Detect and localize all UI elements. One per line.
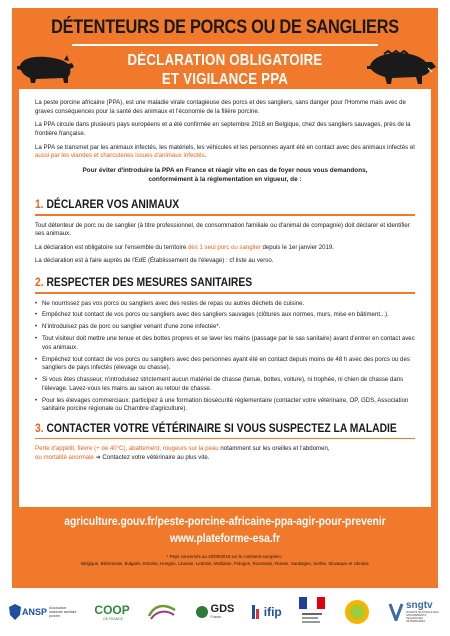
section-3-heading: CONTACTER VOTRE VÉTÉRINAIRE SI VOUS SUSPECTEZ LA MALADIE	[43, 420, 397, 435]
sngtv-logo	[388, 595, 442, 629]
content-panel	[19, 89, 431, 507]
s1-p2-end: depuis le 1er janvier 2019.	[260, 243, 334, 251]
list-item: • Ne nourrissez pas vos porcs ou sangliers avec des restes de repas ou autres déchets de cuisine.	[35, 300, 415, 309]
poster-title: DÉTENTEURS DE PORCS OU DE SANGLIERS	[51, 17, 399, 38]
intro-p3-highlight: aussi par les viandes et charcuteries issues d'animaux infectés	[35, 152, 205, 160]
lead-line-1: Pour éviter d'introduire la PPA en France et réagir vite en cas de foyer nous vous demandons,	[82, 166, 368, 174]
section-1-paragraph-2	[35, 244, 415, 253]
intro-paragraph-2: La PPA circule dans plusieurs pays européens et a été confirmée en septembre 2018 en Belgique, chez des sangliers sauvages, près de la frontière française.	[35, 121, 411, 137]
section-3-divider	[35, 438, 415, 440]
list-item: • Tout visiteur doit mettre une tenue et des bottes propres et se laver les mains (passage par le sas sanitaire) avant d'entrer en contact avec vos animaux.	[35, 335, 415, 352]
coop-logo-text: COOP	[94, 602, 130, 617]
gds-icon	[195, 605, 209, 619]
swirl-logo	[147, 595, 177, 629]
section-1-paragraph-1: Tout détenteur de porc ou de sanglier (à titre professionnel, de consommation familiale ou d'animal de compagnie) doit déclarer et identifier ses animaux.	[35, 221, 410, 238]
swirl-icon	[147, 602, 177, 622]
title-divider	[72, 44, 378, 46]
subtitle-line2: ET VIGILANCE PPA	[161, 71, 289, 88]
ministry-logo	[299, 595, 325, 629]
intro-paragraph-1: La peste porcine africaine (PPA), est une maladie virale contagieuse des porcs et des sangliers, sans danger pour l'Homme mais avec de graves conséquences pour la santé des animaux et l'économie de la filière porcine.	[35, 99, 406, 115]
ministry-link[interactable]: agriculture.gouv.fr/peste-porcine-africaine-ppa-agir-pour-prevenir	[64, 514, 386, 528]
partner-logos	[8, 592, 442, 632]
ifip-logo-text: ifip	[263, 605, 282, 619]
ifip-logo	[252, 595, 282, 629]
gds-logo-text: GDS	[210, 603, 235, 616]
french-republic-icon	[299, 597, 325, 627]
intro-p3-end: .	[204, 152, 207, 160]
gds-logo-texts	[211, 604, 235, 619]
lead-line-2: conformément à la réglementation en vigueur, de :	[148, 175, 302, 183]
pig-icon	[14, 52, 76, 86]
sngtv-logo-subtext: SOCIÉTÉ NATIONALE DES GROUPEMENTS TECHNIQUES VÉTÉRINAIRES	[405, 610, 439, 624]
section-2-title	[35, 274, 362, 291]
sngtv-logo-texts	[406, 601, 442, 623]
list-item: • Si vous êtes chasseur, n'introduisez strictement aucun matériel de chasse (tenue, bottes, voiture), ni trophée, ni chien de chasse dans l'élevage. Lavez-vous les mains au savon au retour de chasse.	[35, 376, 415, 393]
esa-platform-link[interactable]: www.plateforme-esa.fr	[169, 531, 281, 545]
links-block	[12, 514, 438, 545]
section-1-paragraph-3: La déclaration est à faire auprès de l'EdE (Établissement de l'élevage) : cf liste au verso.	[35, 257, 274, 265]
s1-p2-highlight: dès 1 seul porc ou sanglier	[187, 243, 261, 251]
coop-logo	[94, 595, 129, 629]
gds-logo-subtext: France	[210, 615, 222, 620]
footnote-line-1: * Pays concernés au 10/09/2019 sur le continent européen :	[166, 554, 284, 559]
section-2-divider	[35, 292, 415, 294]
mortality-highlight: ou mortalité anormale	[35, 454, 94, 461]
regional-logo	[343, 595, 371, 629]
anses-logo-text: ANSP	[22, 607, 48, 617]
section-3-text	[35, 445, 415, 462]
footnote-line-2: Belgique, Biélorussie, Bulgarie, Estonie, Hongrie, Lituanie, Lettonie, Moldavie, Pologne, Roumanie, Russie, Sardaigne, Serbie, Slovaquie et Ukraine	[81, 560, 369, 566]
lead-statement	[35, 166, 415, 184]
regional-circle-icon	[343, 598, 371, 626]
list-item: • Empêchez tout contact de vos porcs ou sangliers avec des personnes ayant été en contact depuis moins de 48 h avec des porcs ou des sangliers de pays infectés (élevage ou chasse).	[35, 356, 415, 373]
list-item: • Empêchez tout contact de vos porcs ou sangliers avec des sangliers sauvages (clôtures aux normes, murs, mise en bâtiment...).	[35, 311, 415, 320]
contact-vet-text: ➔ Contactez votre vétérinaire au plus vite.	[93, 454, 210, 461]
section-3-title	[35, 420, 397, 437]
section-1-divider	[35, 214, 415, 216]
boar-icon	[366, 50, 438, 88]
anses-logo	[8, 595, 77, 629]
gds-logo	[195, 595, 235, 629]
section-2-number: 2.	[35, 275, 44, 290]
anses-logo-subtext: Association nationale sanitaire porcine	[49, 605, 77, 619]
section-1-title	[35, 196, 362, 213]
symptoms-highlight: Perte d'appétit, fièvre (+ de 40°C), abattement, rougeurs sur la peau	[35, 445, 219, 453]
ifip-icon	[252, 605, 262, 619]
coop-logo-subtext: DE FRANCE	[103, 616, 123, 621]
list-item: • N'introduisez pas de porc ou sanglier venant d'une zone infectée*.	[35, 323, 415, 332]
section-1-heading: DÉCLARER VOS ANIMAUX	[43, 197, 180, 212]
sngtv-icon	[388, 603, 404, 621]
sngtv-logo-text: sngtv	[405, 599, 433, 611]
section-3-number: 3.	[35, 420, 44, 435]
sanitary-measures-list	[35, 300, 415, 414]
section-2-heading: RESPECTER DES MESURES SANITAIRES	[43, 275, 253, 290]
symptoms-text: notamment sur les oreilles et l'abdomen,	[218, 445, 330, 453]
shield-icon	[8, 603, 22, 621]
intro-paragraph-3	[35, 144, 415, 161]
list-item: • Pour les élevages commerciaux: participez à une formation biosécurité réglementaire (contacter votre vétérinaire, OP, GDS, Association sanitaire porcine régionale ou Chambre d'agriculture).	[35, 397, 415, 414]
section-1-number: 1.	[35, 197, 44, 212]
subtitle-line1: DÉCLARATION OBLIGATOIRE	[127, 52, 323, 69]
footnote	[12, 554, 438, 567]
intro-p3-text: La PPA se transmet par les animaux infectés, les matériels, les véhicules et les personnes ayant été en contact avec des animaux infectés et	[35, 143, 415, 151]
s1-p2-text: La déclaration est obligatoire sur l'ensemble du territoire	[35, 243, 188, 251]
